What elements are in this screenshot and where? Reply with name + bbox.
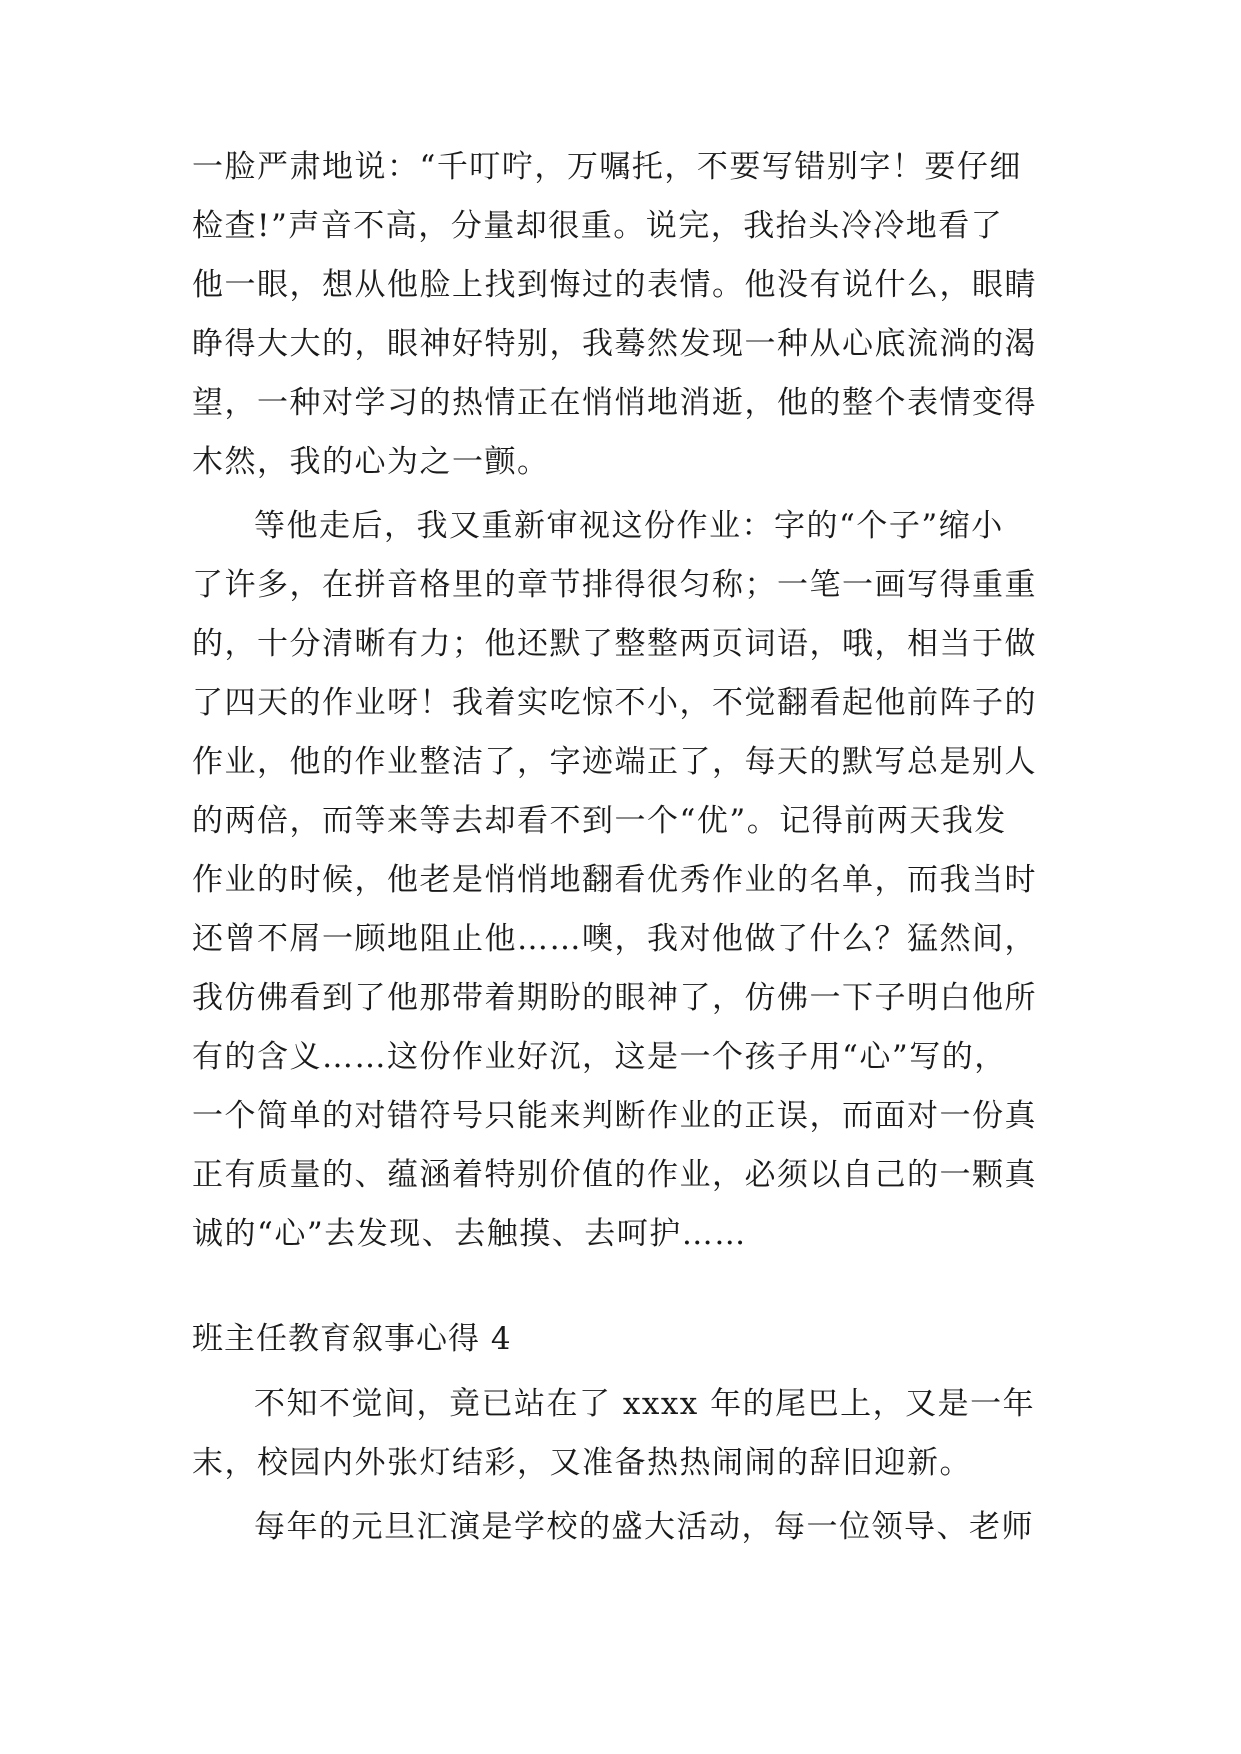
text-line: 有的含义……这份作业好沉，这是一个孩子用“心”写的， <box>192 1039 1007 1075</box>
text-line: 作业，他的作业整洁了，字迹端正了，每天的默写总是别人 <box>192 744 1037 780</box>
text-line: 检查!”声音不高，分量却很重。说完，我抬头冷冷地看了 <box>192 208 1004 244</box>
text-line: 望，一种对学习的热情正在悄悄地消逝，他的整个表情变得 <box>192 385 1037 421</box>
text-line: 诚的“心”去发现、去触摸、去呵护…… <box>192 1216 747 1252</box>
text-line: 还曾不屑一顾地阻止他……噢，我对他做了什么？猛然间， <box>192 921 1037 957</box>
section-heading: 班主任教育叙事心得 4 <box>192 1321 512 1357</box>
text-line: 每年的元旦汇演是学校的盛大活动，每一位领导、老师 <box>254 1509 1034 1545</box>
text-line: 的，十分清晰有力；他还默了整整两页词语，哦，相当于做 <box>192 626 1037 662</box>
text-line: 一个简单的对错符号只能来判断作业的正误，而面对一份真 <box>192 1098 1037 1134</box>
text-line: 作业的时候，他老是悄悄地翻看优秀作业的名单，而我当时 <box>192 862 1037 898</box>
text-line: 等他走后，我又重新审视这份作业：字的“个子”缩小 <box>254 508 1004 544</box>
text-line: 一脸严肃地说：“千叮咛，万嘱托，不要写错别字！要仔细 <box>192 149 1022 185</box>
text-line: 了四天的作业呀！我着实吃惊不小，不觉翻看起他前阵子的 <box>192 685 1037 721</box>
text-line: 我仿佛看到了他那带着期盼的眼神了，仿佛一下子明白他所 <box>192 980 1037 1016</box>
text-line: 不知不觉间，竟已站在了 xxxx 年的尾巴上，又是一年 <box>254 1386 1036 1422</box>
text-line: 的两倍，而等来等去却看不到一个“优”。记得前两天我发 <box>192 803 1007 839</box>
text-line: 他一眼，想从他脸上找到悔过的表情。他没有说什么，眼睛 <box>192 267 1037 303</box>
text-line: 末，校园内外张灯结彩，又准备热热闹闹的辞旧迎新。 <box>192 1445 972 1481</box>
text-line: 木然，我的心为之一颤。 <box>192 444 550 480</box>
text-line: 睁得大大的，眼神好特别，我蓦然发现一种从心底流淌的渴 <box>192 326 1037 362</box>
text-line: 了许多，在拼音格里的章节排得很匀称；一笔一画写得重重 <box>192 567 1037 603</box>
text-line: 正有质量的、蕴涵着特别价值的作业，必须以自己的一颗真 <box>192 1157 1037 1193</box>
